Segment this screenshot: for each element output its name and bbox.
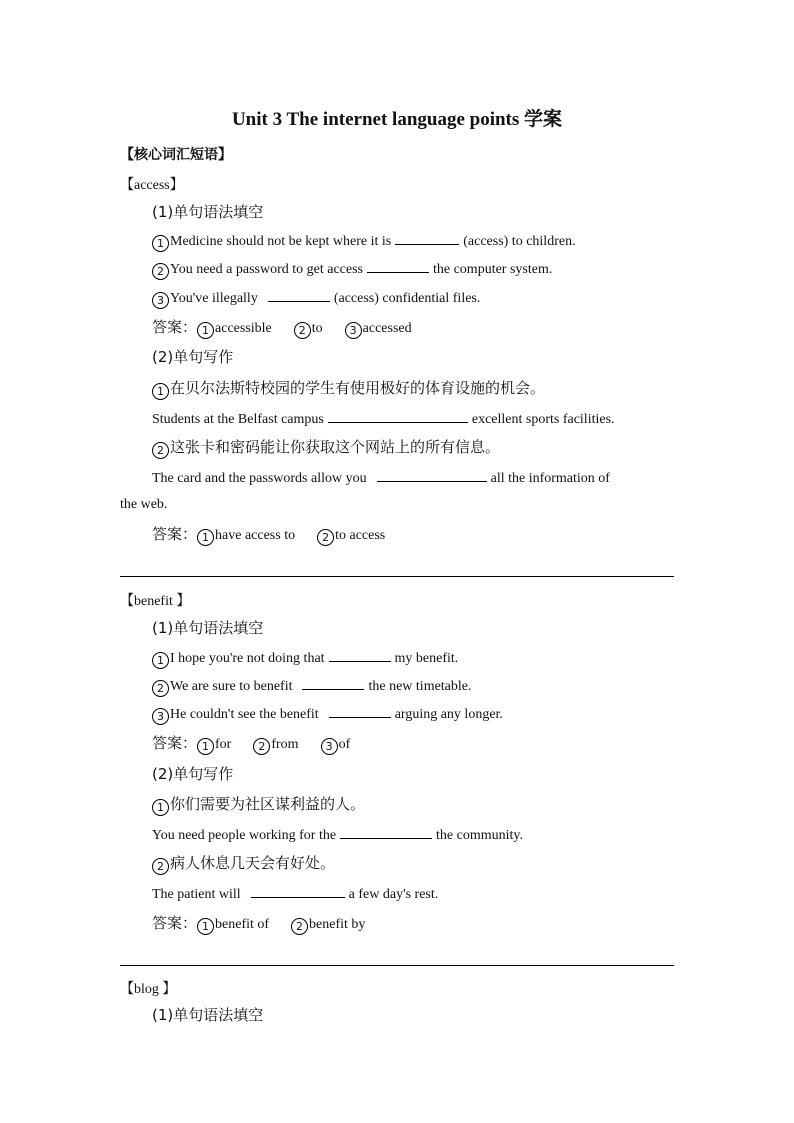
circled-number: 2	[152, 442, 169, 459]
benefit-answers-1: 答案： 1 for 2 from 3 of	[152, 734, 351, 753]
circled-number: 1	[197, 918, 214, 935]
circled-number: 3	[152, 292, 169, 309]
answer-blank	[328, 410, 468, 423]
blog-part1-heading: (1)单句语法填空	[152, 1006, 264, 1024]
benefit-part2-heading: (2)单句写作	[152, 765, 234, 783]
answer-blank	[340, 826, 432, 839]
benefit-question-3: 3 He couldn't see the benefit arguing any longer.	[152, 705, 503, 725]
circled-number: 1	[152, 383, 169, 400]
circled-number: 1	[197, 322, 214, 339]
section-divider	[120, 965, 674, 966]
answer-blank	[395, 232, 459, 245]
answer-blank	[302, 677, 364, 690]
circled-number: 2	[152, 858, 169, 875]
access-tag: 【access】	[120, 178, 184, 193]
access-writing-1-english: Students at the Belfast campus excellent sports facilities.	[152, 412, 615, 427]
circled-number: 1	[152, 652, 169, 669]
answer-blank	[268, 289, 330, 302]
access-question-2: 2 You need a password to get access the computer system.	[152, 260, 552, 280]
circled-number: 3	[345, 322, 362, 339]
circled-number: 1	[152, 799, 169, 816]
benefit-question-2: 2 We are sure to benefit the new timetable.	[152, 677, 472, 697]
access-question-3: 3 You've illegally (access) confidential files.	[152, 289, 480, 309]
benefit-part1-heading: (1)单句语法填空	[152, 619, 264, 637]
core-vocab-heading: 【核心词汇短语】	[120, 147, 232, 163]
answer-blank	[251, 885, 345, 898]
circled-number: 2	[291, 918, 308, 935]
section-divider	[120, 576, 674, 577]
circled-number: 2	[317, 529, 334, 546]
answer-blank	[367, 260, 429, 273]
benefit-writing-1-english: You need people working for the the community.	[152, 828, 524, 843]
access-answers-1: 答案： 1 accessible 2 to 3 accessed	[152, 318, 412, 337]
circled-number: 2	[253, 738, 270, 755]
answer-blank	[377, 469, 487, 482]
access-writing-2-chinese: 2 这张卡和密码能让你获取这个网站上的所有信息。	[152, 438, 500, 459]
circled-number: 3	[152, 708, 169, 725]
access-part1-heading: (1)单句语法填空	[152, 203, 264, 221]
blog-tag: 【blog 】	[120, 982, 177, 997]
circled-number: 2	[152, 680, 169, 697]
circled-number: 1	[197, 529, 214, 546]
access-writing-2-english: The card and the passwords allow you all the information of	[152, 471, 610, 486]
access-writing-2-continuation: the web.	[120, 497, 168, 512]
page-title: Unit 3 The internet language points 学案	[231, 109, 563, 130]
benefit-writing-1-chinese: 1 你们需要为社区谋利益的人。	[152, 795, 365, 816]
benefit-writing-2-english: The patient will a few day's rest.	[152, 887, 439, 902]
circled-number: 2	[294, 322, 311, 339]
benefit-writing-2-chinese: 2 病人休息几天会有好处。	[152, 854, 335, 875]
access-part2-heading: (2)单句写作	[152, 348, 234, 366]
circled-number: 2	[152, 263, 169, 280]
answer-blank	[329, 649, 391, 662]
benefit-question-1: 1 I hope you're not doing that my benefit.	[152, 649, 458, 669]
benefit-tag: 【benefit 】	[120, 594, 191, 609]
circled-number: 1	[197, 738, 214, 755]
benefit-answers-2: 答案： 1 benefit of 2 benefit by	[152, 914, 366, 933]
answer-blank	[329, 705, 391, 718]
access-answers-2: 答案： 1 have access to 2 to access	[152, 525, 386, 544]
access-question-1: 1 Medicine should not be kept where it is (access) to children.	[152, 232, 576, 252]
circled-number: 3	[321, 738, 338, 755]
access-writing-1-chinese: 1 在贝尔法斯特校园的学生有使用极好的体育设施的机会。	[152, 379, 545, 400]
circled-number: 1	[152, 235, 169, 252]
